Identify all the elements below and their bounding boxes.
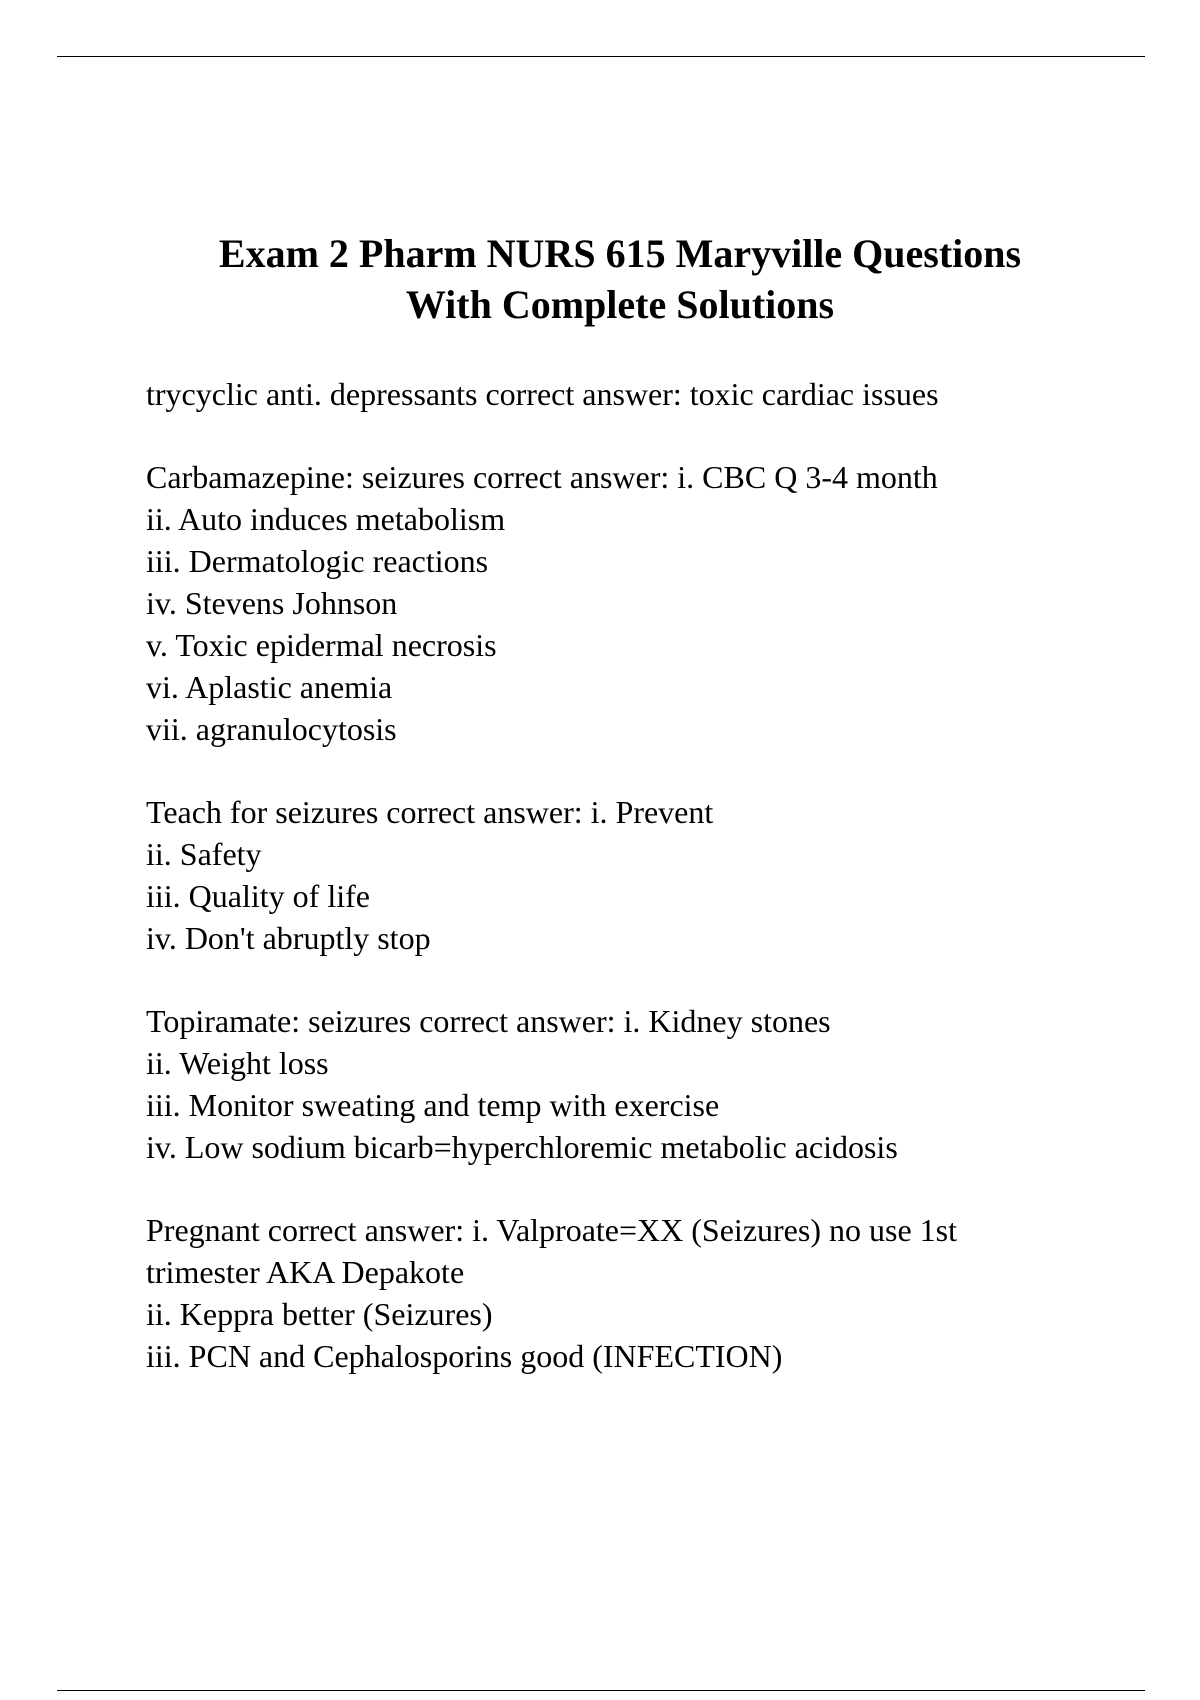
qa-line: ii. Keppra better (Seizures) <box>146 1296 493 1332</box>
qa-entry-carbamazepine <box>146 456 1146 750</box>
qa-line: vii. agranulocytosis <box>146 711 397 747</box>
qa-line: Topiramate: seizures correct answer: i. Kidney stones <box>146 1003 831 1039</box>
qa-entry-topiramate <box>146 1000 1146 1168</box>
qa-line: ii. Auto induces metabolism <box>146 501 506 537</box>
qa-line: ii. Safety <box>146 836 262 872</box>
qa-line: iv. Stevens Johnson <box>146 585 398 621</box>
top-rule <box>57 56 1145 57</box>
qa-line: ii. Weight loss <box>146 1045 329 1081</box>
qa-line: iv. Low sodium bicarb=hyperchloremic metabolic acidosis <box>146 1129 898 1165</box>
qa-entry-teach-seizures <box>146 791 1146 959</box>
qa-content <box>146 373 1146 1418</box>
qa-line: Teach for seizures correct answer: i. Prevent <box>146 794 714 830</box>
qa-line: v. Toxic epidermal necrosis <box>146 627 497 663</box>
title-line-1: Exam 2 Pharm NURS 615 Maryville Questions <box>218 231 1022 276</box>
qa-entry-tricyclic <box>146 373 1146 415</box>
bottom-rule <box>57 1690 1145 1691</box>
qa-line: iv. Don't abruptly stop <box>146 920 431 956</box>
qa-line: trycyclic anti. depressants correct answer: toxic cardiac issues <box>146 376 939 412</box>
qa-line: iii. Dermatologic reactions <box>146 543 489 579</box>
qa-line: Pregnant correct answer: i. Valproate=XX (Seizures) no use 1st <box>146 1212 957 1248</box>
qa-line: vi. Aplastic anemia <box>146 669 393 705</box>
title-line-2: With Complete Solutions <box>405 282 835 327</box>
qa-entry-pregnant <box>146 1209 1146 1377</box>
qa-line: Carbamazepine: seizures correct answer: i. CBC Q 3-4 month <box>146 459 938 495</box>
qa-line: iii. PCN and Cephalosporins good (INFECTION) <box>146 1338 783 1374</box>
qa-line: iii. Quality of life <box>146 878 370 914</box>
qa-line: iii. Monitor sweating and temp with exercise <box>146 1087 720 1123</box>
document-title <box>60 228 1180 330</box>
qa-line: trimester AKA Depakote <box>146 1254 465 1290</box>
